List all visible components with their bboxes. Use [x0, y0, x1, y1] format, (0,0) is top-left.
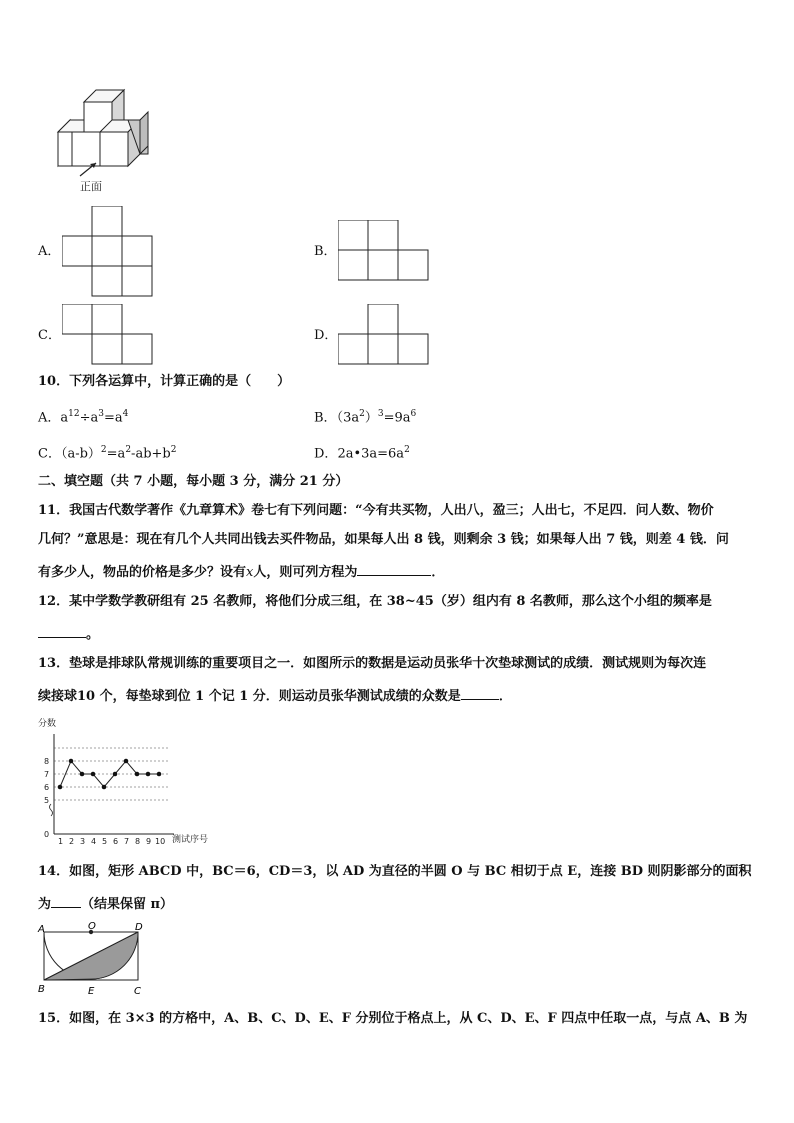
y-tick-label: 5 — [44, 796, 50, 805]
data-point — [146, 772, 151, 777]
y-tick-label: 0 — [44, 830, 50, 839]
q12-answer-blank[interactable] — [38, 625, 86, 638]
label-a: A — [38, 924, 45, 935]
chart-ylabel: 分数 — [38, 719, 57, 729]
q14-line2: 为 （结果保留 π） — [38, 897, 174, 912]
data-point — [69, 759, 74, 764]
q13-line1: 13．垫球是排球队常规训练的重要项目之一．如图所示的数据是运动员张华十次垫球测试的成绩．测试规则为每次连 — [38, 656, 707, 671]
label-b: B — [38, 984, 45, 995]
x-tick-label: 8 — [135, 837, 141, 846]
x-tick-label: 9 — [146, 837, 152, 846]
label-d: D — [135, 922, 143, 933]
y-tick-label: 6 — [44, 783, 50, 792]
label-e: E — [88, 986, 95, 997]
front-label: 正面 — [80, 180, 102, 193]
x-tick-label: 5 — [102, 837, 108, 846]
data-point — [91, 772, 96, 777]
y-tick-label: 8 — [44, 757, 50, 766]
x-tick-label: 3 — [80, 837, 86, 846]
q10-option-c[interactable]: C．$(a-b)^2=a^2-ab+b^2$ — [38, 445, 177, 462]
x-tick-label: 4 — [91, 837, 97, 846]
q10-option-a[interactable]: A．$a^{12}\div a^3=a^4$ — [38, 409, 129, 426]
q12-line2: 。 — [38, 625, 99, 643]
option-b-net — [338, 220, 430, 282]
x-tick-label: 10 — [155, 837, 166, 846]
q10-stem: 10．下列各运算中，计算正确的是（ ） — [38, 374, 291, 389]
option-c-net — [62, 304, 154, 366]
x-tick-label: 6 — [113, 837, 119, 846]
q11-line3: 有多少人，物品的价格是多少？设有x人，则可列方程为 ． — [38, 565, 445, 580]
axis-break-mark — [50, 804, 53, 816]
data-point — [80, 772, 85, 777]
q13-line-chart — [34, 716, 224, 848]
data-point — [102, 785, 107, 790]
option-b-label[interactable]: B． — [314, 244, 337, 259]
q11-line2: 几何？”意思是：现在有几个人共同出钱去买件物品，如果每人出 8 钱，则剩余 3 钱；如果每人出 7 钱，则差 4 钱．问 — [38, 532, 729, 547]
data-point — [157, 772, 162, 777]
q14-rectangle-figure — [34, 920, 150, 1000]
q11-line1: 11．我国古代数学著作《九章算术》卷七有下列问题：“今有共买物，人出八，盈三；人出七，不足四．问人数、物价 — [38, 503, 714, 518]
q15-line1: 15．如图，在 3×3 的方格中，A、B、C、D、E、F 分别位于格点上，从 C、D、E、F 四点中任取一点，与点 A、B 为 — [38, 1011, 748, 1026]
label-o: O — [88, 921, 96, 932]
section-heading: 二、填空题（共 7 小题，每小题 3 分，满分 21 分） — [38, 474, 349, 489]
q14-line1: 14．如图，矩形 ABCD 中，BC＝6，CD＝3，以 AD 为直径的半圆 O 与 BC 相切于点 E，连接 BD 则阴影部分的面积 — [38, 864, 752, 879]
q13-answer-blank[interactable] — [461, 687, 499, 700]
x-tick-label: 1 — [58, 837, 64, 846]
x-tick-label: 2 — [69, 837, 75, 846]
y-tick-label: 7 — [44, 770, 50, 779]
data-point — [135, 772, 140, 777]
data-point — [113, 772, 118, 777]
data-point — [58, 785, 63, 790]
q11-answer-blank[interactable] — [357, 563, 431, 576]
x-tick-label: 7 — [124, 837, 130, 846]
data-point — [124, 759, 129, 764]
q12-line1: 12．某中学数学教研组有 25 名教师，将他们分成三组，在 38~45（岁）组内有 8 名教师，那么这个小组的频率是 — [38, 594, 712, 609]
q10-option-b[interactable]: B．$(3a^2)^3=9a^6$ — [314, 409, 417, 426]
cube-stack-figure — [50, 80, 156, 196]
q14-answer-blank[interactable] — [51, 895, 81, 908]
option-a-net — [62, 206, 154, 298]
option-c-label[interactable]: C． — [38, 328, 61, 343]
option-d-net — [338, 304, 430, 366]
label-c: C — [134, 986, 141, 997]
q13-line2: 续接球10 个，每垫球到位 1 个记 1 分．则运动员张华测试成绩的众数是 ． — [38, 689, 512, 704]
chart-xlabel: 测试序号 — [172, 835, 209, 845]
option-a-label[interactable]: A． — [38, 244, 61, 259]
q10-option-d[interactable]: D．$2a•3a=6a^2$ — [314, 445, 410, 462]
option-d-label[interactable]: D． — [314, 328, 338, 343]
